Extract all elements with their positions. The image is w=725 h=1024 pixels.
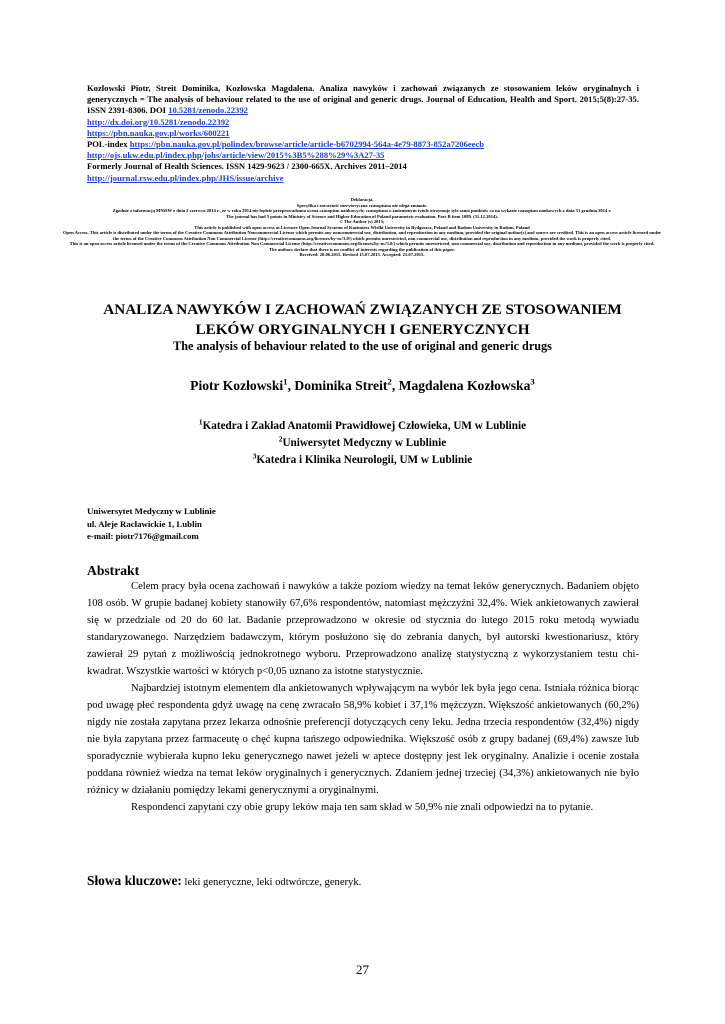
affiliation <box>90 452 635 469</box>
keywords <box>87 873 639 889</box>
author-name: Piotr Kozłowski <box>190 378 284 393</box>
ojs-article-link[interactable]: http://ojs.ukw.edu.pl/index.php/johs/article/view/2015%3B5%288%29%3A27-35 <box>87 150 385 161</box>
author-separator: , <box>391 378 399 393</box>
formerly-word: ISSN <box>225 161 246 172</box>
formerly-word: Journal <box>124 161 153 172</box>
declaration-line: Specyfika i zawartość merytoryczna czasopisma nie ulega zmianie. <box>296 202 428 208</box>
affiliation-text: Uniwersytet Medyczny w Lublinie <box>282 437 447 449</box>
declaration-title: Deklaracja. <box>350 197 374 202</box>
formerly-word: Health <box>164 161 189 172</box>
abstract-body <box>87 578 639 816</box>
author-name: Dominika Streit <box>294 378 388 393</box>
author-name: Magdalena Kozłowska <box>398 378 531 393</box>
formerly-word: 2011–2014 <box>368 161 407 172</box>
affiliation-text: Katedra i Zakład Anatomii Prawidłowej Człowieka, UM w Lublinie <box>202 420 527 432</box>
affiliation-sup: 2 <box>278 435 283 444</box>
formerly-word: Archives <box>334 161 367 172</box>
affiliation-sup: 3 <box>252 452 257 461</box>
affiliation <box>90 418 635 435</box>
keywords-label: Słowa kluczowe: <box>87 873 182 888</box>
contact-address: ul. Aleje Racławickie 1, Lublin <box>87 518 202 529</box>
abstract-heading: Abstrakt <box>87 563 140 578</box>
paper-subtitle: The analysis of behaviour related to the use of original and generic drugs <box>173 339 552 353</box>
contact-institution: Uniwersytet Medyczny w Lublinie <box>87 506 216 516</box>
formerly-word: Sciences. <box>191 161 224 172</box>
affiliation-text: Katedra i Klinika Neurologii, UM w Lublinie <box>256 454 473 466</box>
declaration-block <box>62 197 662 258</box>
polindex-link[interactable]: https://pbn.nauka.gov.pl/polindex/browse/article/article-b6702994-564a-4e79-8873-852a7206eecb <box>129 139 485 150</box>
declaration-line: The journal has had 5 points in Ministry of Science and Higher Education of Poland parametric evaluation. Part B item 1089. (31.12.2014). <box>226 213 498 219</box>
declaration-line: © The Author (s) 2015; <box>339 219 385 224</box>
doi-link[interactable]: 10.5281/zenodo.22392 <box>168 105 248 116</box>
abstract-paragraph: Celem pracy była ocena zachowań i nawyków a także poziom wiedzy na temat leków generycznych. Badaniem objęto 108 osób. W grupie badanej kobiety stanowiły 67,6% respondentów, natomiast mężczyźni 32,4%. Wiek ankietowanych zawierał się w przedziale od 20 do 60 lat. Badanie przeprowadzono w okresie od stycznia do lutego 2015 roku metodą wywiadu standaryzowanego. Narzędziem badawczym, którym posłużono się do zebrania danych, był autorski kwestionariusz, który zawierał 29 pytań z możliwością jednokrotnego wyboru. Przeprowadzono analizę statystyczną z wykorzystaniem testu chi-kwadrat. Wszystkie wartości w których p<0,05 uznano za istotne statystycznie. <box>87 581 639 677</box>
contact-block <box>87 505 387 543</box>
author-sup: 2 <box>387 376 392 387</box>
author-list <box>90 378 635 394</box>
archive-link[interactable]: http://journal.rsw.edu.pl/index.php/JHS/issue/archive <box>87 172 284 183</box>
formerly-word: 2300-665X. <box>291 161 333 172</box>
affiliation <box>90 435 635 452</box>
declaration-line: Received: 20.06.2015. Revised 15.07.2015. Accepted: 25.07.2015. <box>299 252 425 257</box>
formerly-line <box>87 161 639 172</box>
author-separator: , <box>287 378 295 393</box>
polindex-label: POL-index <box>87 139 128 150</box>
citation-text: Kozlowski Piotr, Streit Dominika, Kozłowska Magdalena. Analiza nawyków i zachowań związanych ze stosowaniem leków oryginalnych i generycznych = The analysis of behaviour related to the use of original and generic drugs. Journal of Education, Health and Sport. 2015;5(8):27-35. ISSN 2391-8306. DOI 10.5281/zenodo.22392 <box>87 83 639 116</box>
paper-title <box>90 300 635 340</box>
contact-email: e-mail: piotr7176@gmail.com <box>87 531 199 542</box>
title-line-2: LEKÓW ORYGINALNYCH I GENERYCZNYCH <box>195 321 530 338</box>
declaration-line: The authors declare that there is no conflict of interests regarding the publication of this paper. <box>269 246 455 252</box>
formerly-word: 1429-9623 <box>247 161 285 172</box>
affiliation-sup: 1 <box>198 418 203 427</box>
affiliations <box>90 418 635 469</box>
abstract-paragraph: Najbardziej istotnym elementem dla ankietowanych wpływającym na wybór lek była jego cena. Istniała różnica biorąc pod uwagę płeć respondenta gdyż uwagę na cenę zwracało 58,9% kobiet i 37,1% mężczyzn. Większość ankietowanych (60,2%) nigdy nie została zapytana przez lekarza odnośnie preferencji dotyczących ceny leku. Jedna trzecia respondentów (32,4%) nigdy nie była zapytana przez farmaceutę o chęć kupna tańszego odpowiednika. Większość osób z grupy badanej (69,4%) zawsze lub sporadycznie wybierała kupno leku generycznego nawet jeżeli w aptece dostępny jest lek oryginalny. Analizie i ocenie została poddana również wiedza na temat leków oryginalnych i generycznych. Zdaniem jednej trzeciej (34,3%) ankietowanych nie było różnicy w działaniu pomiędzy lekami generycznymi a oryginalnymi. <box>87 683 639 796</box>
page-number: 27 <box>356 962 369 977</box>
formerly-word: / <box>286 161 290 172</box>
author-sup: 3 <box>530 376 535 387</box>
abstract-paragraph: Respondenci zapytani czy obie grupy leków maja ten sam skład w 50,9% nie znali odpowiedzi na to pytanie. <box>131 802 594 813</box>
declaration-line: Zgodnie z informacją MNiSW z dnia 2 czerwca 2014 r., że w roku 2014 nie będzie przeprowadzana ocena czasopism naukowych; czasopismo o zmienionym tytule otrzymuje tyle samo punktów co na wykazie czasopism naukowych z dnia 31 grudnia 2014 r. <box>112 208 612 213</box>
title-line-1: ANALIZA NAWYKÓW I ZACHOWAŃ ZWIĄZANYCH ZE STOSOWANIEM <box>103 301 622 318</box>
formerly-word: Formerly <box>87 161 122 172</box>
keywords-text: leki generyczne, leki odtwórcze, generyk. <box>184 877 362 888</box>
pbn-works-link[interactable]: https://pbn.nauka.gov.pl/works/600221 <box>87 127 230 138</box>
declaration-line: This is an open access article licensed under the terms of the Creative Commons Attribution Non Commercial License (http://creativecommons.org/licenses/by-nc/3.0/) which permits unrestricted, non commercial use, distribution and reproduction in any medium, provided the work is properly cited. <box>69 241 655 246</box>
declaration-line: Open Access. This article is distributed under the terms of the Creative Commons Attribution Noncommercial License which permits any noncommercial use, distribution, and reproduction in any medium, provided the original author(s) and source are credited. This is an open access article licensed under the terms of the Creative Commons Attribution Non Commercial License (http://creativecommons.org/licenses/by-nc/3.0/) which permits unrestricted, non commercial use, distribution and reproduction in any medium, provided the work is properly cited. <box>62 230 662 241</box>
citation-block <box>87 83 639 184</box>
formerly-word: of <box>154 161 162 172</box>
author-sup: 1 <box>283 376 288 387</box>
doi-url-link[interactable]: http://dx.doi.org/10.5281/zenodo.22392 <box>87 116 230 127</box>
declaration-line: This article is published with open access at Licensee Open Journal Systems of Kazimierz Wielki University in Bydgoszcz, Poland and Radom University in Radom, Poland <box>194 224 530 230</box>
